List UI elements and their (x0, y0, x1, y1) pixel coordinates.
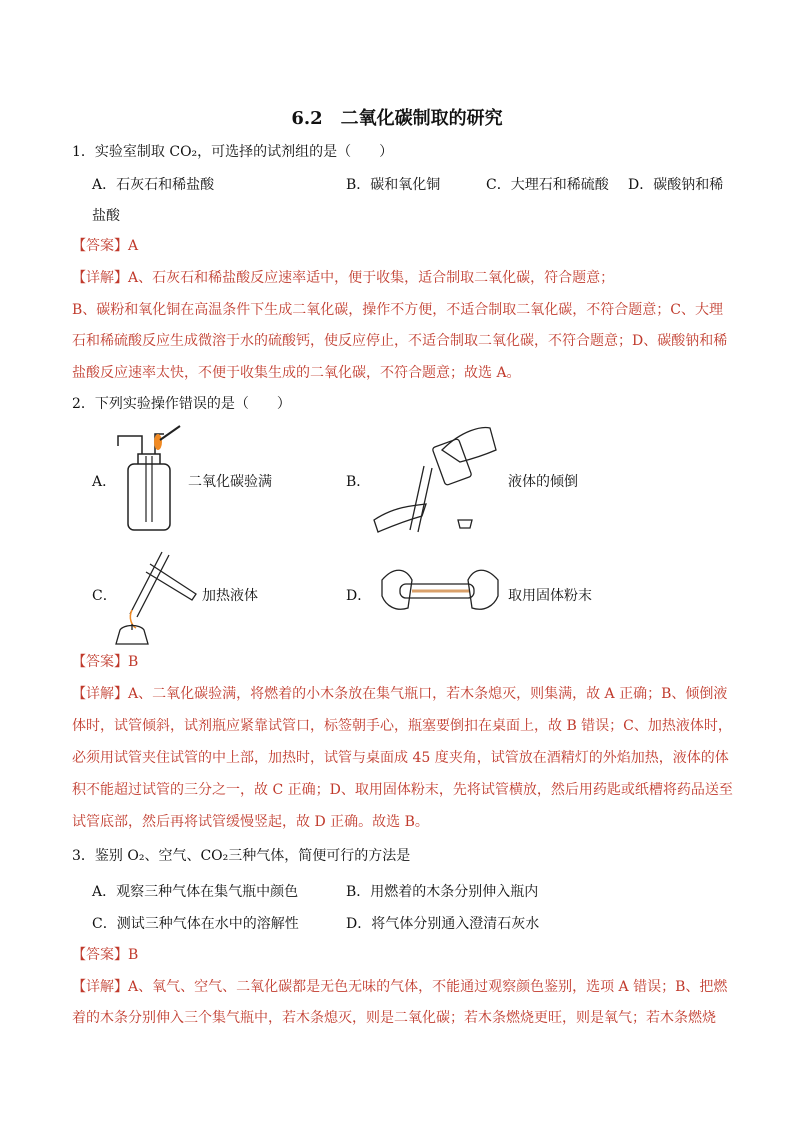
q2-option-a-caption: 二氧化碳验满 (188, 474, 272, 490)
q1-option-c: C．大理石和稀硫酸 (486, 177, 609, 193)
q2-option-d-caption: 取用固体粉末 (508, 588, 592, 604)
q1-answer: 【答案】A (72, 238, 139, 254)
q2-explain-line: 试管底部，然后再将试管缓慢竖起，故 D 正确。故选 B。 (72, 814, 429, 830)
q1-option-b: B．碳和氧化铜 (346, 177, 441, 193)
q2-option-c-caption: 加热液体 (202, 588, 258, 604)
gas-bottle-illustration (112, 424, 184, 534)
q2-option-d-letter: D． (346, 588, 372, 604)
q2-option-c-letter: C． (92, 588, 117, 604)
q3-explain-line: 着的木条分别伸入三个集气瓶中，若木条熄灭，则是二氧化碳；若木条燃烧更旺，则是氧气；若木条燃烧 (72, 1010, 716, 1026)
q2-option-a-letter: A． (92, 474, 117, 490)
q3-stem: 3．鉴别 O₂、空气、CO₂三种气体，简便可行的方法是 (72, 848, 411, 864)
q1-explain-line: 盐酸反应速率太快，不便于收集生成的二氧化碳，不符合题意；故选 A。 (72, 365, 521, 381)
q1-option-d: D．碳酸钠和稀 (628, 177, 724, 193)
q3-explain-line: 【详解】A、氧气、空气、二氧化碳都是无色无味的气体，不能通过观察颜色鉴别，选项 A 错误；B、把燃 (72, 979, 728, 995)
q2-option-b-caption: 液体的倾倒 (508, 474, 578, 490)
q2-stem: 2．下列实验操作错误的是（ ） (72, 396, 291, 412)
q1-explain-line: 【详解】A、石灰石和稀盐酸反应速率适中，便于收集，适合制取二氧化碳，符合题意； (72, 270, 615, 286)
q2-explain-line: 必须用试管夹住试管的中上部，加热时，试管与桌面成 45 度夹角，试管放在酒精灯的外焰加热，液体的体 (72, 750, 729, 766)
q3-option-a: A．观察三种气体在集气瓶中颜色 (92, 884, 299, 900)
q3-option-c: C．测试三种气体在水中的溶解性 (92, 916, 299, 932)
q3-answer: 【答案】B (72, 947, 139, 963)
q1-explain-line: 石和稀硫酸反应生成微溶于水的硫酸钙，使反应停止，不适合制取二氧化碳，不符合题意；D、碳酸钠和稀 (72, 333, 728, 349)
solid-powder-illustration (378, 560, 502, 626)
q1-option-d-wrap: 盐酸 (92, 208, 120, 224)
q1-explain-line: B、碳粉和氧化铜在高温条件下生成二氧化碳，操作不方便，不适合制取二氧化碳，不符合题意；C、大理 (72, 302, 723, 318)
q1-stem: 1．实验室制取 CO₂，可选择的试剂组的是（ ） (72, 144, 394, 160)
q2-explain-line: 体时，试管倾斜，试剂瓶应紧靠试管口，标签朝手心，瓶塞要倒扣在桌面上，故 B 错误；C、加热液体时， (72, 718, 732, 734)
q3-option-d: D．将气体分别通入澄清石灰水 (346, 916, 540, 932)
liquid-heating-illustration (110, 544, 202, 650)
q2-option-b-letter: B． (346, 474, 371, 490)
q3-option-b: B．用燃着的木条分别伸入瓶内 (346, 884, 539, 900)
q2-answer: 【答案】B (72, 654, 139, 670)
liquid-pouring-illustration (372, 420, 502, 540)
page-title: 6.2 二氧化碳制取的研究 (291, 108, 503, 129)
q2-explain-line: 【详解】A、二氧化碳验满，将燃着的小木条放在集气瓶口，若木条熄灭，则集满，故 A 正确；B、倾倒液 (72, 686, 728, 702)
q2-explain-line: 积不能超过试管的三分之一，故 C 正确；D、取用固体粉末，先将试管横放，然后用药匙或纸槽将药品送至 (72, 782, 733, 798)
q1-option-a: A．石灰石和稀盐酸 (92, 177, 215, 193)
